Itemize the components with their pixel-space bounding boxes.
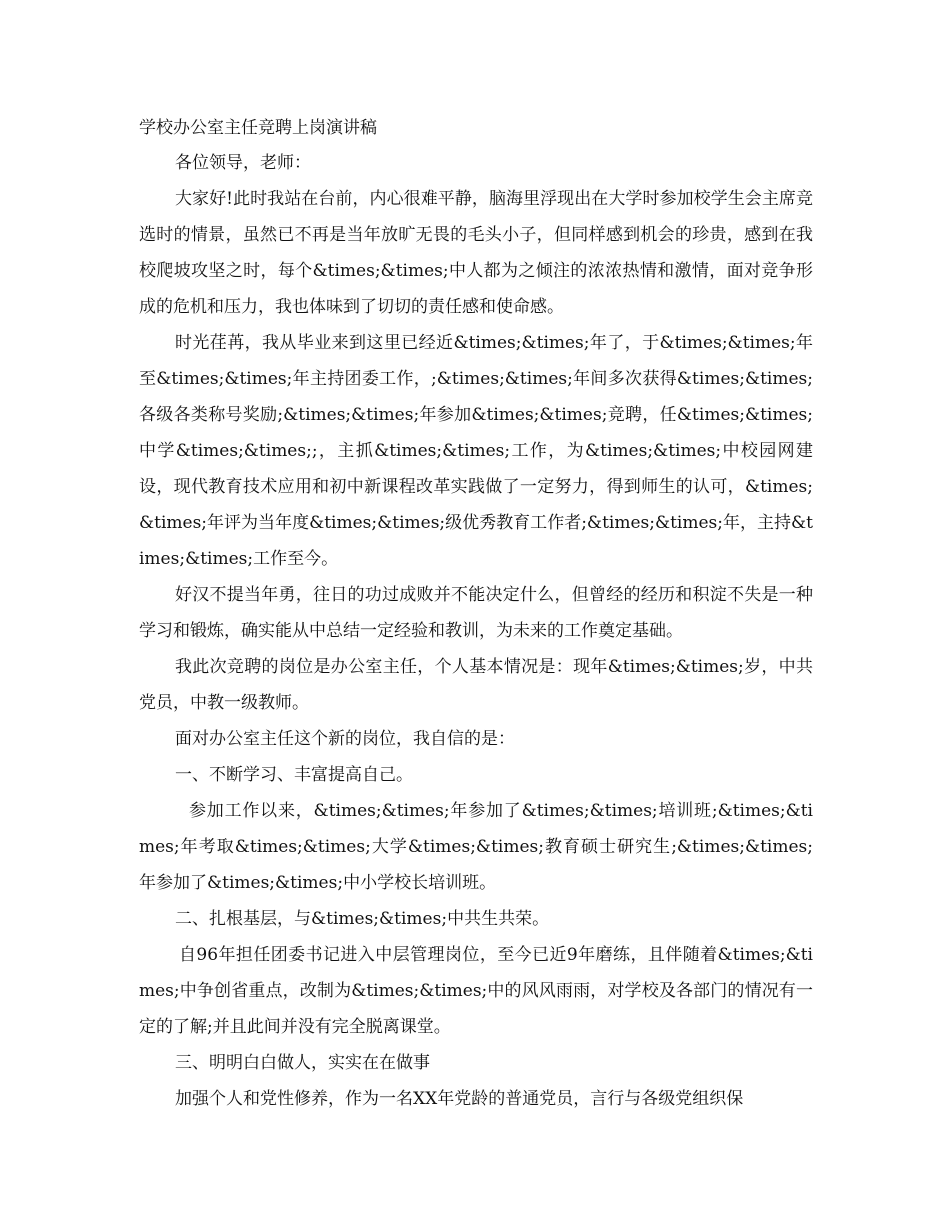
heading-point-two: 二、扎根基层，与&times;&times;中共生共荣。 (175, 909, 550, 929)
paragraph-position: 我此次竞聘的岗位是办公室主任，个人基本情况是：现年&times;&times;岁，中共党员，中教一级教师。 (139, 657, 813, 713)
paragraph-party: 加强个人和党性修养，作为一名XX年党龄的普通党员，言行与各级党组织保 (175, 1089, 744, 1109)
heading-point-three: 三、明明白白做人，实实在在做事 (175, 1053, 430, 1073)
paragraph-experience: 时光荏苒，我从毕业来到这里已经近&times;&times;年了，于&times;&times;年至&times;&times;年主持团委工作，;&times;&times;年间多次获得&times;&times;各级各类称号奖励;&times;&times;年参加&times;&times;竞聘，任&times;&times;中学&times;&times;;，主抓&times;&times;工作，为&times;&times;中校园网建设，现代教育技术应用和初中新课程改革实践做了一定努力，得到师生的认可，&times;&times;年评为当年度&times;&times;级优秀教育工作者;&times;&times;年，主持&times;&times;工作至今。 (139, 333, 813, 569)
heading-point-one: 一、不断学习、丰富提高自己。 (175, 765, 413, 785)
paragraph-opening: 大家好!此时我站在台前，内心很难平静，脑海里浮现出在大学时参加校学生会主席竞选时的情景，虽然已不再是当年放旷无畏的毛头小子，但同样感到机会的珍贵，感到在我校爬坡攻坚之时，每个&times;&times;中人都为之倾注的浓浓热情和激情，面对竞争形成的危机和压力，我也体味到了切切的责任感和使命感。 (139, 189, 813, 317)
paragraph-reflection: 好汉不提当年勇，往日的功过成败并不能决定什么，但曾经的经历和积淀不失是一种学习和锻炼，确实能从中总结一定经验和教训，为未来的工作奠定基础。 (139, 585, 813, 641)
document-body (139, 117, 813, 1117)
greeting-paragraph: 各位领导，老师： (175, 153, 311, 173)
paragraph-grassroots: 自96年担任团委书记进入中层管理岗位，至今已近9年磨练，且伴随着&times;&times;中争创省重点，改制为&times;&times;中的风风雨雨，对学校及各部门的情况有一定的了解;并且此间并没有完全脱离课堂。 (139, 945, 813, 1037)
paragraph-study: 参加工作以来，&times;&times;年参加了&times;&times;培训班;&times;&times;年考取&times;&times;大学&times;&times;教育硕士研究生;&times;&times;年参加了&times;&times;中小学校长培训班。 (139, 801, 813, 893)
paragraph-confidence: 面对办公室主任这个新的岗位，我自信的是： (175, 729, 515, 749)
document-title: 学校办公室主任竞聘上岗演讲稿 (139, 118, 377, 138)
